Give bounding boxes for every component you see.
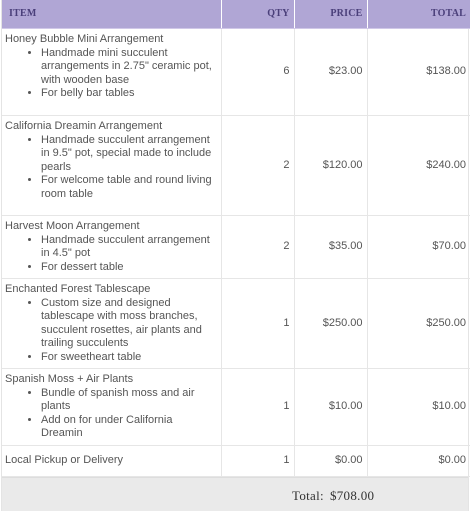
price-cell: $35.00 — [294, 216, 367, 279]
item-description-bullet: • For dessert table — [41, 261, 217, 275]
item-description-list — [5, 297, 217, 365]
total-cell: $240.00 — [367, 116, 470, 216]
item-description-bullet: • Handmade succulent arrangement in 9.5" pot, special made to include pearls — [41, 134, 217, 175]
item-cell — [2, 29, 221, 116]
price-cell: $120.00 — [294, 116, 367, 216]
header-row — [2, 0, 470, 29]
table-row — [2, 445, 470, 476]
qty-cell: 2 — [221, 216, 294, 279]
header-item: ITEM — [2, 0, 221, 29]
grand-total — [292, 488, 374, 504]
item-cell — [2, 279, 221, 369]
qty-cell: 1 — [221, 369, 294, 446]
item-description-list — [5, 47, 217, 101]
total-cell: $10.00 — [367, 369, 470, 446]
price-cell: $250.00 — [294, 279, 367, 369]
qty-cell: 1 — [221, 445, 294, 476]
item-description-bullet: • For belly bar tables — [41, 87, 217, 101]
qty-cell: 2 — [221, 116, 294, 216]
item-name: Spanish Moss + Air Plants — [5, 373, 134, 385]
qty-cell: 1 — [221, 279, 294, 369]
price-cell: $23.00 — [294, 29, 367, 116]
table-body — [2, 29, 470, 477]
total-cell: $250.00 — [367, 279, 470, 369]
total-cell: $0.00 — [367, 445, 470, 476]
item-description-bullet: • Handmade mini succulent arrangements in 2.75" ceramic pot, with wooden base — [41, 47, 217, 88]
item-description-bullet: • For welcome table and round living room table — [41, 174, 217, 201]
header-qty: QTY — [221, 0, 294, 29]
table-row — [2, 116, 470, 216]
table-row — [2, 29, 470, 116]
header-price: PRICE — [294, 0, 367, 29]
totals-footer — [2, 477, 468, 511]
total-cell: $70.00 — [367, 216, 470, 279]
item-description-bullet: • Custom size and designed tablescape with moss branches, succulent rosettes, air plants and trailing succulents — [41, 297, 217, 351]
invoice-table-container — [1, 0, 469, 511]
item-name: Honey Bubble Mini Arrangement — [5, 33, 164, 45]
grand-total-value: $708.00 — [329, 487, 375, 503]
qty-cell: 6 — [221, 29, 294, 116]
total-cell: $138.00 — [367, 29, 470, 116]
item-description-list — [5, 387, 217, 441]
item-cell — [2, 116, 221, 216]
item-name: Local Pickup or Delivery — [5, 453, 123, 466]
table-row — [2, 369, 470, 446]
item-description-list — [5, 134, 217, 202]
item-cell — [2, 216, 221, 279]
item-description-bullet: • Add on for under California Dreamin — [41, 414, 217, 441]
table-header — [2, 0, 470, 29]
item-name: Enchanted Forest Tablescape — [5, 283, 151, 295]
price-cell: $10.00 — [294, 369, 367, 446]
item-description-bullet: • Bundle of spanish moss and air plants — [41, 387, 217, 414]
item-description-bullet: • Handmade succulent arrangement in 4.5" pot — [41, 234, 217, 261]
item-name: Harvest Moon Arrangement — [5, 220, 140, 232]
item-description-list — [5, 234, 217, 275]
item-name: California Dreamin Arrangement — [5, 120, 163, 132]
item-cell — [2, 369, 221, 446]
grand-total-label: Total: — [292, 487, 324, 503]
price-cell: $0.00 — [294, 445, 367, 476]
table-row — [2, 216, 470, 279]
header-total: TOTAL — [367, 0, 470, 29]
line-items-table — [2, 0, 470, 477]
table-row — [2, 279, 470, 369]
item-description-bullet: • For sweetheart table — [41, 351, 217, 365]
item-cell — [2, 445, 221, 476]
